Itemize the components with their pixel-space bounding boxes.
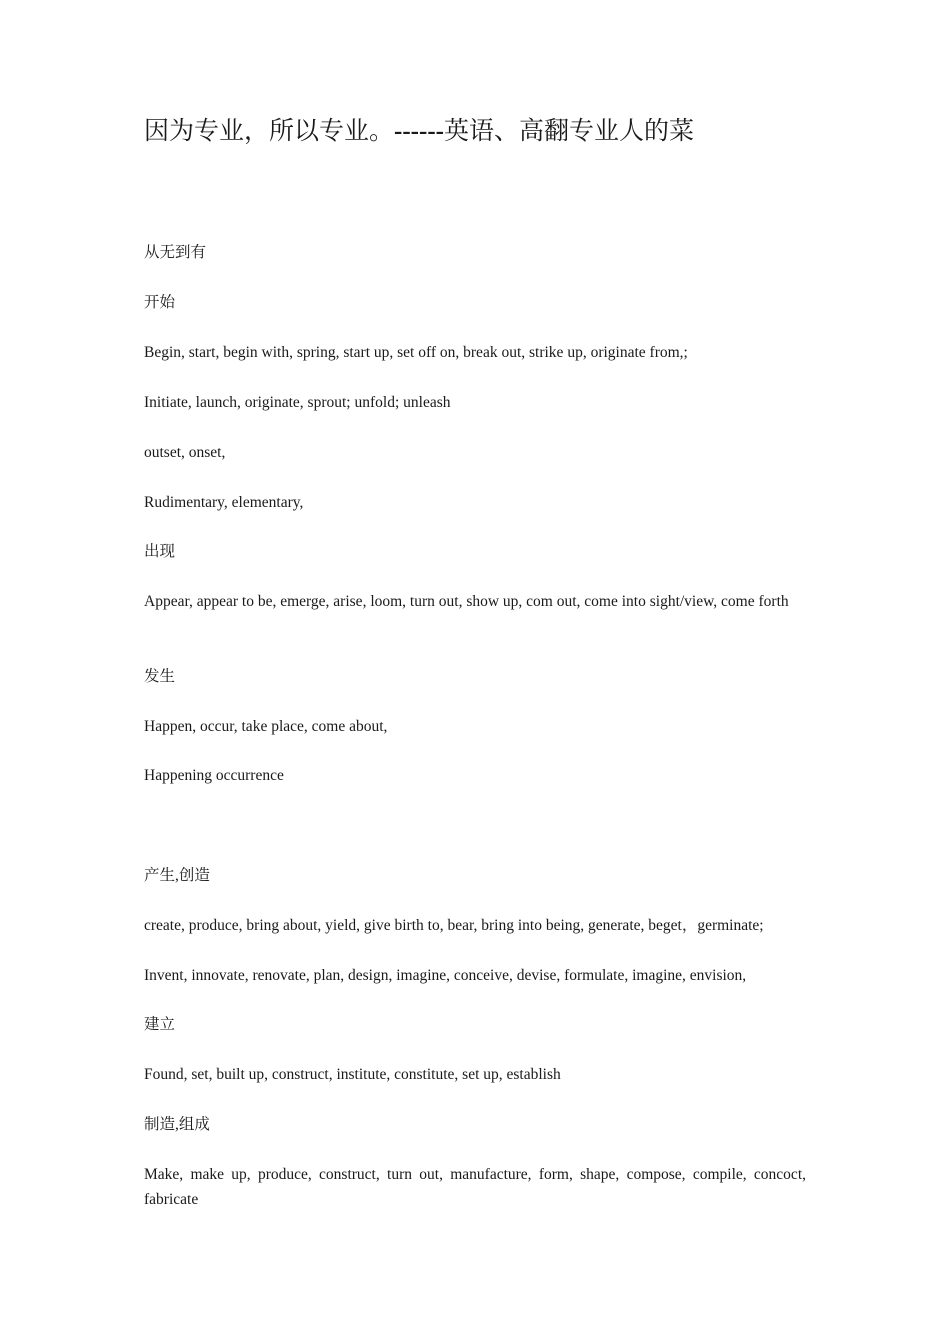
subheading-make: 制造,组成 — [144, 1116, 210, 1133]
word-list-invent: Invent, innovate, renovate, plan, design, imagine, conceive, devise, formulate, imagine, envision, — [144, 967, 747, 984]
section-heading-from-nothing: 从无到有 — [144, 244, 207, 261]
subheading-happen: 发生 — [144, 668, 176, 685]
word-list-happening: Happening occurrence — [144, 767, 284, 784]
word-list-create: create, produce, bring about, yield, give birth to, bear, bring into being, generate, beget，germinate; — [144, 917, 764, 934]
title-dash: ------ — [394, 118, 444, 145]
word-list-make: Make, make up, produce, construct, turn out, manufacture, form, shape, compose, compile, concoct, fabricate — [144, 1166, 806, 1208]
word-list-rudimentary: Rudimentary, elementary, — [144, 494, 304, 511]
subheading-appear: 出现 — [144, 543, 176, 560]
word-list-initiate: Initiate, launch, originate, sprout; unfold; unleash — [144, 394, 451, 411]
subheading-begin: 开始 — [144, 294, 176, 311]
word-list-appear: Appear, appear to be, emerge, arise, loom, turn out, show up, com out, come into sight/view, come forth — [144, 593, 789, 610]
word-list-found: Found, set, built up, construct, institute, constitute, set up, establish — [144, 1066, 561, 1083]
subheading-establish: 建立 — [144, 1016, 176, 1033]
title-part-1: 因为专业，所以专业。 — [144, 118, 395, 145]
word-list-begin: Begin, start, begin with, spring, start up, set off on, break out, strike up, originate from,; — [144, 344, 688, 361]
word-list-happen: Happen, occur, take place, come about, — [144, 718, 388, 735]
word-list-outset: outset, onset, — [144, 444, 226, 461]
document-title — [144, 114, 844, 150]
title-part-2: 英语、高翻专业人的菜 — [443, 118, 694, 145]
subheading-create: 产生,创造 — [144, 867, 210, 884]
